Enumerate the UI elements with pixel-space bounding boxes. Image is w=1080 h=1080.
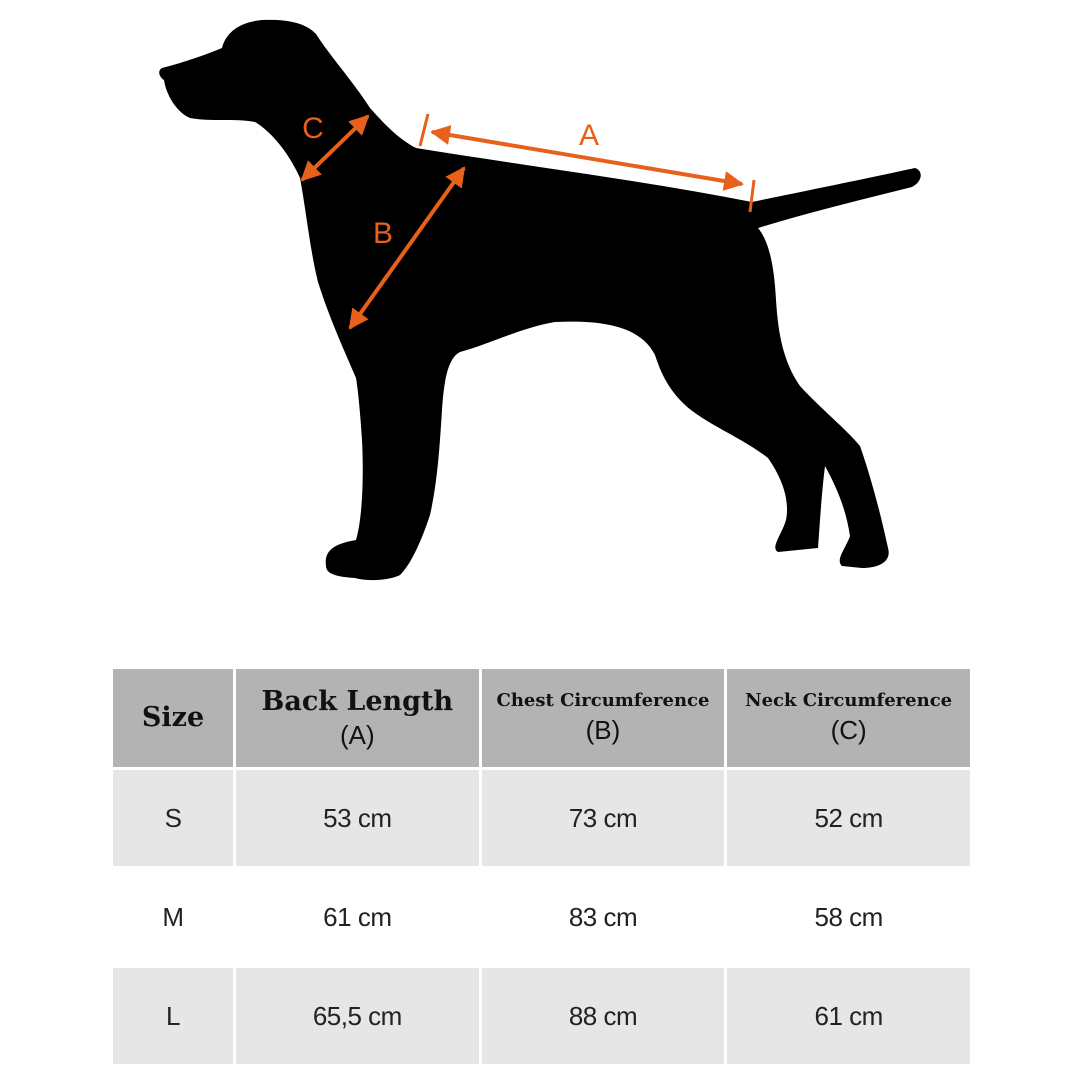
back-length-tick-front <box>420 114 428 146</box>
header-neck-circumference <box>726 668 972 769</box>
header-neck-code: (C) <box>830 714 867 745</box>
header-size <box>112 668 235 769</box>
cell-back-length: 65,5 cm <box>235 967 481 1066</box>
dog-silhouette-icon <box>159 20 921 580</box>
label-c: C <box>302 112 324 145</box>
cell-size: S <box>112 769 235 868</box>
table-row <box>112 868 972 967</box>
cell-back-length: 61 cm <box>235 868 481 967</box>
size-chart-table <box>110 666 973 1067</box>
label-b: B <box>372 217 394 250</box>
cell-chest: 73 cm <box>480 769 726 868</box>
header-chest-label: Chest Circumference <box>496 690 710 712</box>
label-a: A <box>578 119 600 152</box>
header-chest-code: (B) <box>585 714 621 745</box>
cell-chest: 88 cm <box>480 967 726 1066</box>
cell-size: M <box>112 868 235 967</box>
header-neck-label: Neck Circumference <box>745 690 953 712</box>
header-size-label: Size <box>141 702 205 734</box>
header-chest-circumference <box>480 668 726 769</box>
cell-neck: 61 cm <box>726 967 972 1066</box>
cell-neck: 52 cm <box>726 769 972 868</box>
table-header-row <box>112 668 972 769</box>
cell-neck: 58 cm <box>726 868 972 967</box>
cell-back-length: 53 cm <box>235 769 481 868</box>
table-row <box>112 967 972 1066</box>
header-back-length-label: Back Length <box>261 685 454 717</box>
header-back-length <box>235 668 481 769</box>
cell-size: L <box>112 967 235 1066</box>
header-back-length-code: (A) <box>339 720 375 751</box>
cell-chest: 83 cm <box>480 868 726 967</box>
table-row <box>112 769 972 868</box>
